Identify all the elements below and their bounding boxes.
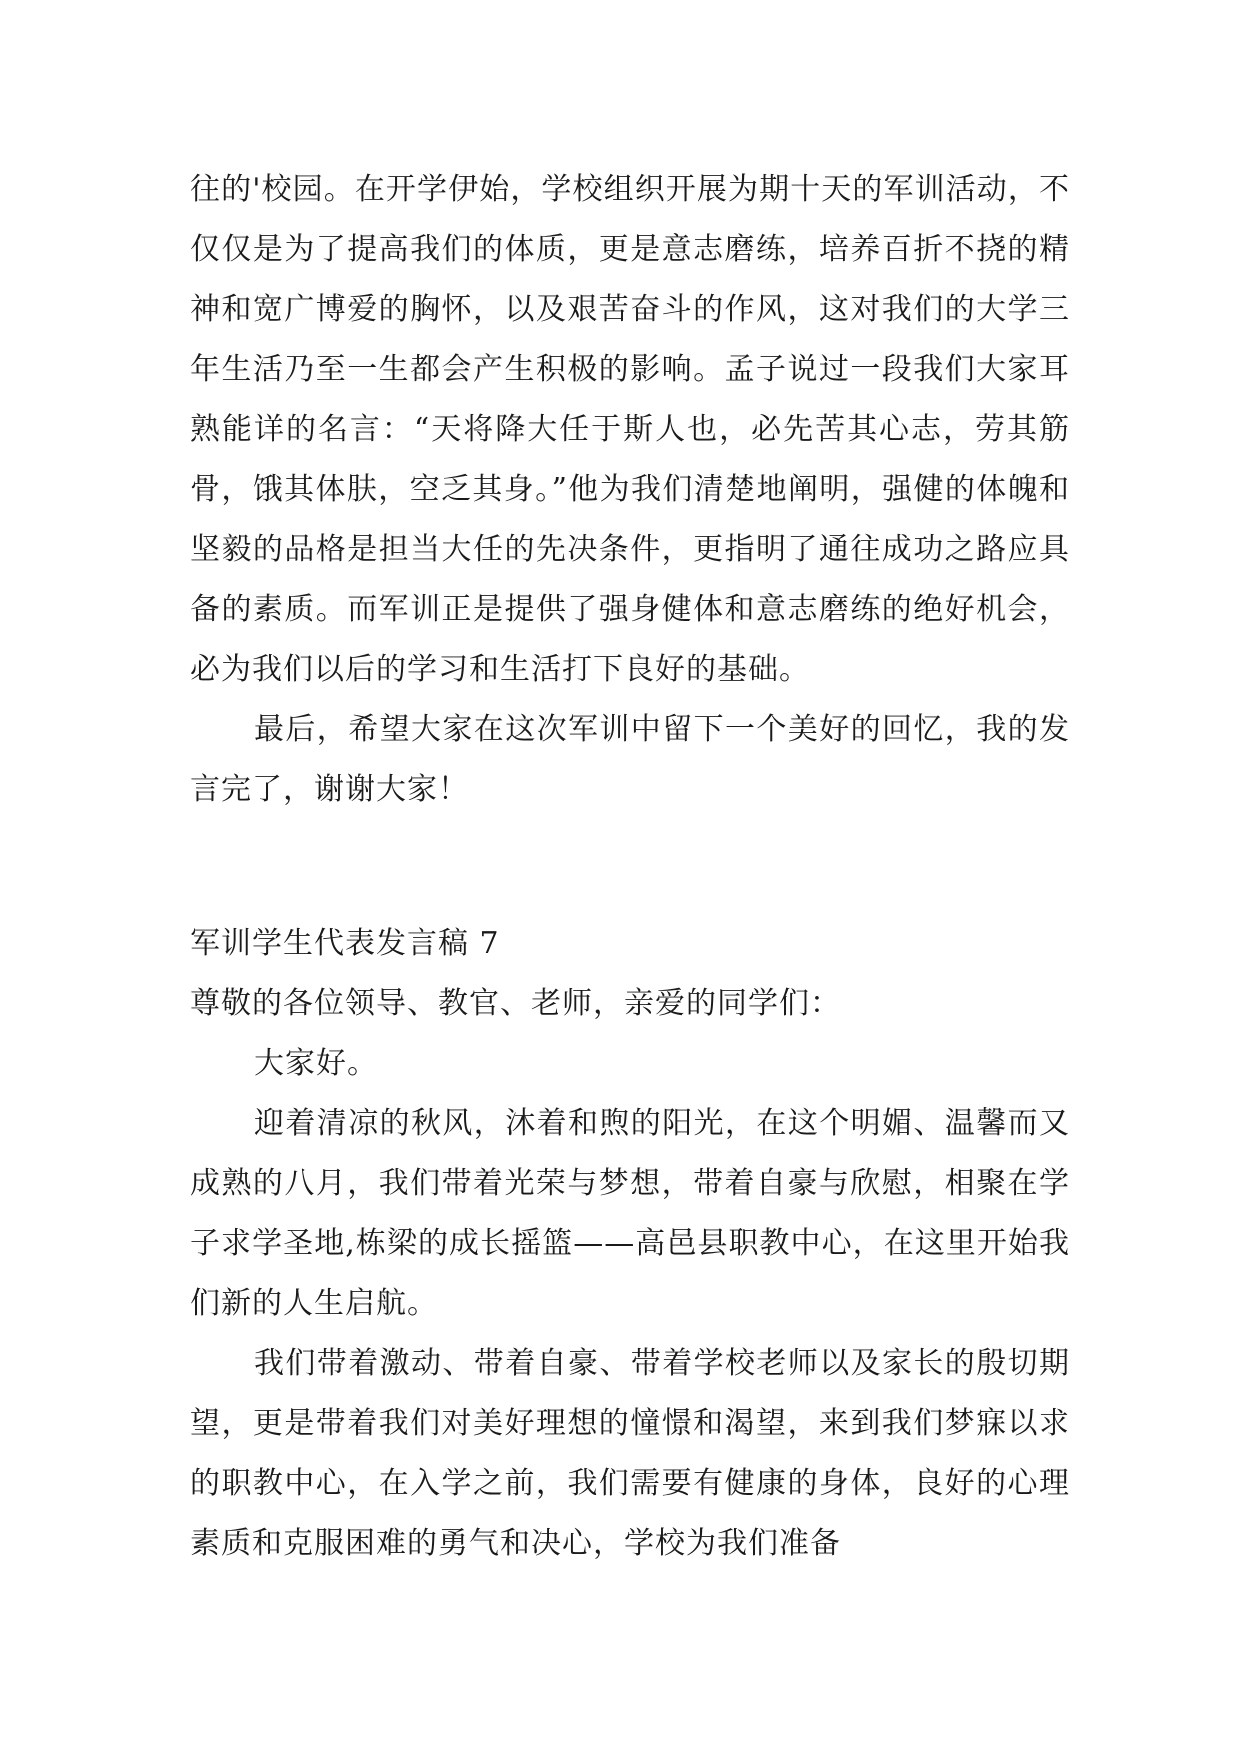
paragraph-continuation: 往的'校园。在开学伊始，学校组织开展为期十天的军训活动，不仅仅是为了提高我们的体质，更是意志磨练，培养百折不挠的精神和宽广博爱的胸怀，以及艰苦奋斗的作风，这对我们的大学三年生活乃至一生都会产生积极的影响。孟子说过一段我们大家耳熟能详的名言：“天将降大任于斯人也，必先苦其心志，劳其筋骨，饿其体肤，空乏其身。”他为我们清楚地阐明，强健的体魄和坚毅的品格是担当大任的先决条件，更指明了通往成功之路应具备的素质。而军训正是提供了强身健体和意志磨练的绝好机会，必为我们以后的学习和生活打下良好的基础。: [190, 172, 1070, 687]
paragraph-opening: 迎着清凉的秋风，沐着和煦的阳光，在这个明媚、温馨而又成熟的八月，我们带着光荣与梦想，带着自豪与欣慰，相聚在学子求学圣地,栋梁的成长摇篮——高邑县职教中心，在这里开始我们新的人生启航。: [190, 1106, 1070, 1321]
text-section-bottom: [190, 914, 1070, 1574]
paragraph-closing: 最后，希望大家在这次军训中留下一个美好的回忆，我的发言完了，谢谢大家！: [190, 712, 1070, 807]
salutation: 尊敬的各位领导、教官、老师，亲爱的同学们：: [190, 986, 841, 1021]
text-section-top: [190, 160, 1070, 820]
section-title: 军训学生代表发言稿 7: [190, 926, 500, 961]
greeting: 大家好。: [254, 1046, 378, 1081]
paragraph-body: 我们带着激动、带着自豪、带着学校老师以及家长的殷切期望，更是带着我们对美好理想的憧憬和渴望，来到我们梦寐以求的职教中心，在入学之前，我们需要有健康的身体，良好的心理素质和克服困难的勇气和决心，学校为我们准备: [190, 1346, 1070, 1561]
